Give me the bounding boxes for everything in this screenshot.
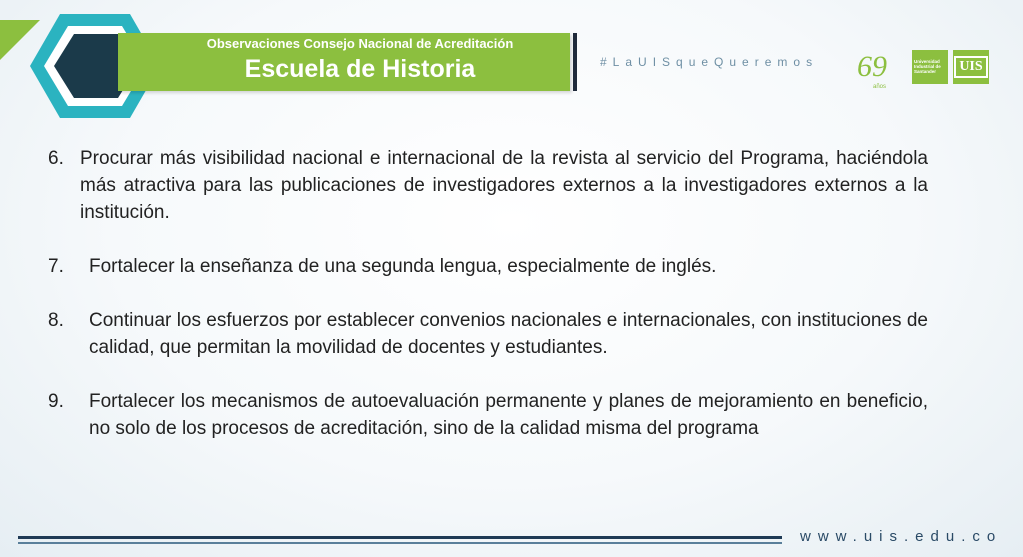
list-item [48,145,928,226]
item-text: Fortalecer la enseñanza de una segunda lengua, especialmente de inglés. [89,256,717,277]
uis-mark: UIS [954,56,987,78]
page-title: Escuela de Historia [244,55,476,83]
header-subtitle: Observaciones Consejo Nacional de Acreditación [206,36,514,51]
uis-logo [953,50,989,84]
item-text: Continuar los esfuerzos por establecer convenios nacionales e internacionales, con instituciones de calidad, que permitan la movilidad de docentes y estudiantes. [89,310,928,358]
anniversary-number: 69 [857,50,887,83]
university-name: Universidad Industrial de Santander [914,59,941,74]
anniversary-69-logo [855,46,905,90]
footer-line [18,542,782,544]
list-item [48,307,928,361]
item-number: 7. [48,256,64,277]
university-name-box [912,50,948,84]
item-text: Procurar más visibilidad nacional e internacional de la revista al servicio del Programa, haciéndola más atractiva para las publicaciones de investigadores externos a la investigadores externos a la institución. [80,148,928,223]
item-number: 9. [48,391,64,412]
item-number: 8. [48,310,64,331]
list-item [48,388,928,442]
item-number: 6. [48,148,64,169]
list-item [48,253,928,280]
hashtag-label: #LaUISqueQueremos [600,55,819,69]
observations-list [48,145,928,469]
header-divider [573,33,577,91]
item-text: Fortalecer los mecanismos de autoevaluación permanente y planes de mejoramiento en beneficio, no solo de los procesos de acreditación, sino de la calidad misma del programa [89,391,928,439]
footer-url[interactable]: www.uis.edu.co [800,528,1003,545]
footer-line [18,536,782,539]
anniversary-word: años [873,84,887,90]
